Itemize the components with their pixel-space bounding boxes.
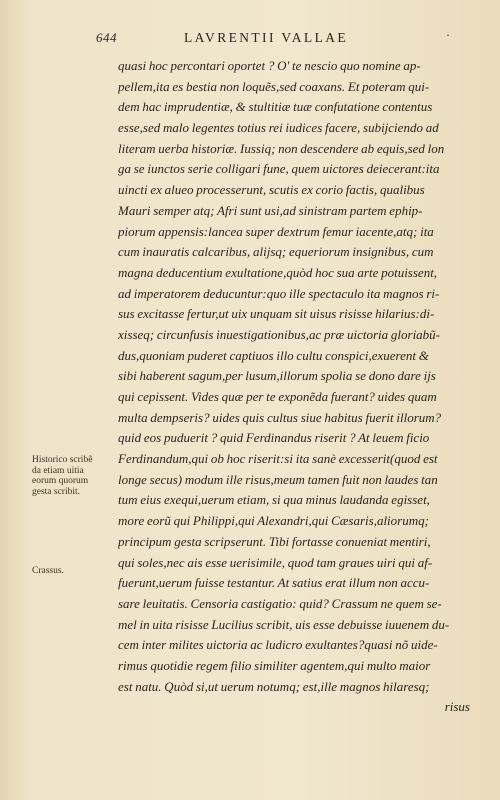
- text-line: fuerunt,uerum fuisse testantur. At satius erat illum non accu-: [118, 575, 430, 591]
- text-line: ga se iunctos serie colligari fune, quem uictores deiecerant:ita: [118, 161, 440, 177]
- text-line: tum eius exequi,uerum etiam, si qua minus laudanda egisset,: [118, 492, 430, 508]
- margin-note-line: da etiam uitia: [32, 465, 84, 476]
- page-header: [96, 30, 456, 50]
- text-line: est natu. Quòd si,ut uerum notumq; est,ille magnos hilaresq;: [118, 678, 430, 694]
- text-line: sus excitasse fertur,ut uix unquam sit uisus risisse hilarius:di-: [118, 306, 435, 322]
- page-number: 644: [96, 30, 117, 45]
- text-line: quid eos puduerit ? quid Ferdinandus riserit ? At leuem ficio: [118, 430, 430, 446]
- running-title: LAVRENTII VALLAE: [184, 30, 349, 45]
- text-line: principum gesta scripserunt. Tibi fortasse conueniat mentiri,: [118, 533, 431, 549]
- catchword: risus: [444, 699, 470, 715]
- text-line: xisseq; circunfusis inuestigationibus,ac præ uictoria gloriabũ-: [118, 326, 441, 342]
- text-line: magna deducentium exultatione,quòd hoc sua arte potuissent,: [118, 264, 438, 280]
- text-line: Ferdinandum,qui ob hoc riserit:si ita sanè excesserit(quod est: [118, 451, 438, 467]
- margin-note-crassus: [32, 566, 116, 577]
- text-line: sare leuitatis. Censoria castigatio: quid? Crassum ne quem se-: [118, 595, 442, 611]
- text-line: cem inter milites uictoria ac ludicro exultantes?quasi nõ uide-: [118, 637, 438, 653]
- text-line: mel in uita risisse Lucilius scribit, uis esse debuisse iuuenem du-: [118, 616, 450, 632]
- margin-note-line: Crassus.: [32, 566, 64, 576]
- text-line: cum inauratis calcaribus, alijsq; equeriorum insignibus, cum: [118, 244, 434, 260]
- text-line: sibi haberent sagum,per lusum,illorum spolia se dono dare ijs: [118, 368, 436, 384]
- text-line: literam uerba historiæ. Iussiq; non descendere ab equis,sed lon: [118, 140, 445, 156]
- margin-note-line: Historico scribẽ: [32, 455, 93, 465]
- text-line: piorum appensis:lancea super dextrum femur iacente,atq; ita: [118, 223, 434, 239]
- text-line: dus,quoniam puderet captiuos illo cultu conspici,exuerent &: [118, 347, 429, 363]
- text-line: more eorũ qui Philippi,qui Alexandri,qui Cæsaris,aliorumq;: [118, 513, 429, 529]
- text-line: dem hac imprudentiæ, & stultitiæ tuæ confutatione contentus: [118, 99, 433, 115]
- text-line: quasi hoc percontari oportet ? O' te nescio quo nomine ap-: [118, 58, 421, 73]
- margin-note-historico: [32, 455, 116, 497]
- margin-note-line: gesta scribit.: [32, 486, 81, 497]
- text-line: rimus quotidie regem filio similiter agentem,qui multo maior: [118, 657, 431, 673]
- text-line: esse,sed malo legentes totius rei iudices facere, subijciendo ad: [118, 120, 439, 136]
- margin-note-line: eorum quorum: [32, 476, 89, 486]
- body-text: [118, 56, 478, 718]
- text-line: uincti ex alueo processerunt, scutis ex corio factis, qualibus: [118, 182, 425, 198]
- text-line: longe secus) modum ille risus,meum tamen fuit non laudes tan: [118, 471, 438, 487]
- text-line: multa dempseris? uides quis cultus siue habitus fuerit illorum?: [118, 409, 442, 425]
- text-line: ad imperatorem deducuntur:quo ille spectaculo ita magnos ri-: [118, 285, 440, 301]
- text-line: pellem,ita es bestia non loquẽs,sed coaxans. Et poteram qui-: [118, 78, 430, 94]
- text-line: Mauri semper atq; Afri sunt usi,ad sinistram partem ephip-: [118, 202, 423, 218]
- text-line: qui cepissent. Vides quæ per te exponẽda fuerant? uides quam: [118, 389, 437, 404]
- text-line: qui soles,nec ais esse uerisimile, quod tam graues uiri qui af-: [118, 554, 433, 570]
- header-ornament: ·: [446, 28, 450, 42]
